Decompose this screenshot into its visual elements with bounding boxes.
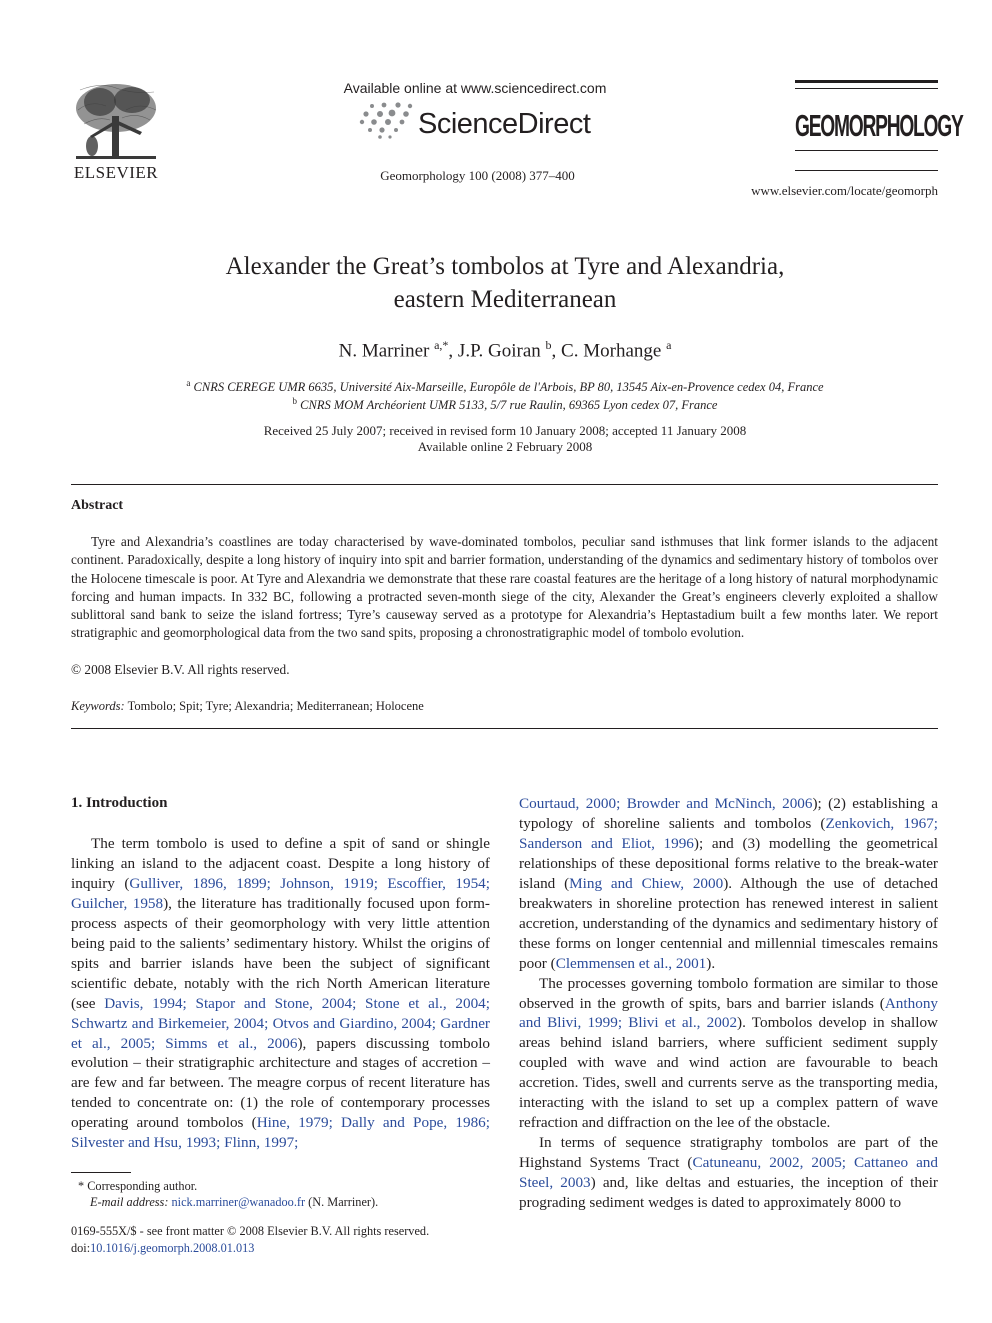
journal-title-rule	[795, 170, 938, 171]
affiliation-text: CNRS MOM Archéorient UMR 5133, 5/7 rue Raulin, 69365 Lyon cedex 07, France	[300, 398, 718, 413]
corresponding-author-note	[78, 1179, 197, 1194]
received-dates: Received 25 July 2007; received in revised form 10 January 2008; accepted 11 January 2008	[263, 423, 747, 438]
citation-link[interactable]: Davis, 1994; Stapor and Stone, 2004; Stone et al., 2004; Schwartz and Birkemeier, 2004; Otvos and Giardino, 2004; Gardner et al., 2005; Simms et al., 2006	[71, 994, 490, 1052]
body-text: ) and, like deltas and estuaries, the inception of their prograding sediment wedges is dated to approximately 8000 to	[519, 1174, 938, 1212]
publisher-name: ELSEVIER	[73, 163, 159, 182]
doi-line	[71, 1241, 254, 1256]
author-name[interactable]: C. Morhange	[561, 340, 662, 362]
affiliation-marker: b	[292, 396, 298, 406]
corresponding-author-label: Corresponding author.	[87, 1179, 198, 1193]
abstract-bottom-rule	[71, 728, 938, 729]
body-column-left	[71, 834, 490, 1153]
body-text: In terms of sequence stratigraphy tombolos are part of the Highstand Systems Tract (	[519, 1134, 938, 1172]
body-paragraph	[71, 834, 490, 1153]
email-link[interactable]: nick.marriner@wanadoo.fr	[171, 1195, 306, 1209]
email-label: E-mail address:	[90, 1195, 169, 1209]
doi-label: doi:	[71, 1241, 91, 1255]
body-paragraph	[519, 794, 938, 974]
article-title	[100, 250, 910, 316]
email-suffix: (N. Marriner).	[305, 1195, 379, 1209]
citation-link[interactable]: Courtaud, 2000; Browder and McNinch, 2006	[519, 795, 813, 812]
available-online-date: Available online 2 February 2008	[417, 439, 593, 454]
affiliation-text: CNRS CEREGE UMR 6635, Université Aix-Marseille, Europôle de l'Arbois, BP 80, 13545 Aix-en-Provence cedex 04, France	[193, 380, 824, 395]
keywords-label: Keywords:	[71, 699, 125, 713]
body-text: ), the literature has traditionally focused upon form-process aspects of their geomorphology with very little attention being paid to the salients’ sedimentary history. Whilst the origins of spits and barrier islands have been the subject of significant scientific debate, notably with the rich North American literature (see	[71, 894, 490, 1012]
body-text: ); and (3) modelling the geometrical relationships of these depositional forms relative to the break-water island (	[519, 834, 938, 892]
available-online-text[interactable]: Available online at www.sciencedirect.com	[343, 80, 607, 96]
citation-link[interactable]: Zenkovich, 1967; Sanderson and Eliot, 1996	[519, 814, 939, 852]
author-name[interactable]: N. Marriner	[338, 340, 430, 362]
body-text: ). Although the use of detached breakwaters in shoreline protection has renewed interest in salient accretion, understanding of the dynamics and sedimentary history of these forms on longer centennial and millennial timescales remains poor (	[519, 874, 938, 972]
issn-line: 0169-555X/$ - see front matter © 2008 Elsevier B.V. All rights reserved.	[71, 1224, 430, 1238]
abstract-top-rule	[71, 484, 938, 485]
journal-title: GEOMORPHOLOGY	[795, 108, 963, 143]
doi-link[interactable]: 10.1016/j.geomorph.2008.01.013	[90, 1241, 255, 1255]
citation-link[interactable]: Clemmensen et al., 2001	[555, 954, 707, 972]
author-affiliation-marker[interactable]: a	[666, 338, 672, 352]
body-column-right	[519, 794, 938, 1213]
citation-link[interactable]: Hine, 1979; Dally and Pope, 1986; Silvester and Hsu, 1993; Flinn, 1997;	[71, 1114, 491, 1152]
citation-link[interactable]: Gulliver, 1896, 1899; Johnson, 1919; Escoffier, 1954; Guilcher, 1958	[71, 874, 490, 912]
article-title-line: eastern Mediterranean	[393, 286, 617, 313]
author-name[interactable]: J.P. Goiran	[457, 340, 541, 362]
affiliation	[100, 378, 910, 395]
section-heading: 1. Introduction	[71, 795, 168, 811]
abstract-text: Tyre and Alexandria’s coastlines are today characterised by wave-dominated tombolos, peculiar sand isthmuses that link former islands to the adjacent continent. Paradoxically, despite a long history of inquiry into spit and barrier formation, understanding of the dynamics and sedimentary history of tombolos over the Holocene timescale is poor. At Tyre and Alexandria we demonstrate that these rare coastal features are the heritage of a long history of natural morphodynamic forcing and human impacts. In 332 BC, following a protracted seven-month siege of the city, Alexander the Great’s engineers cleverly exploited a shallow sublittoral sand bank to seize the island fortress; Tyre’s causeway served as a prototype for Alexandria’s Heptastadium built a few months later. We report stratigraphic and geomorphological data from the two sand spits, proposing a chronostratigraphic model of tombolo evolution.	[71, 534, 938, 641]
keywords	[71, 699, 424, 714]
body-text: ), papers discussing tombolo evolution – their stratigraphic architecture and stages of accretion – are few and far between. The meagre corpus of recent literature has tended to concentrate on: (1) the role of contemporary processes operating around tombolos (	[71, 1034, 491, 1132]
journal-citation: Geomorphology 100 (2008) 377–400	[380, 168, 575, 183]
body-text: The term tombolo is used to define a spit of sand or shingle linking an island to the adjacent coast. Despite a long history of inquiry (	[71, 835, 490, 892]
journal-url-link[interactable]: www.elsevier.com/locate/geomorph	[751, 183, 938, 198]
body-text: ). Tombolos develop in shallow areas behind island barriers, where sufficient sediment supply coupled with wave and wind action are favourable to beach accretion. Tides, swell and currents serve as the transporting media, interacting with the island to set up a complex pattern of wave refraction and diffraction on the lee of the obstacle.	[519, 1014, 939, 1132]
body-text: The processes governing tombolo formation are similar to those observed in the growth of spits, bars and barrier islands (	[519, 974, 938, 1012]
journal-title-rule	[795, 88, 938, 89]
article-title-line: Alexander the Great’s tombolos at Tyre and Alexandria,	[225, 253, 785, 280]
author-affiliation-marker[interactable]: b	[545, 338, 552, 352]
journal-title-rule	[795, 80, 938, 83]
body-paragraph	[519, 974, 938, 1134]
affiliation-marker: a	[186, 378, 191, 388]
email-note	[90, 1195, 378, 1210]
footnote-rule	[71, 1172, 131, 1173]
keywords-list: Tombolo; Spit; Tyre; Alexandria; Mediterranean; Holocene	[127, 699, 424, 713]
citation-link[interactable]: Catuneanu, 2002, 2005; Cattaneo and Steel, 2003	[519, 1154, 938, 1192]
journal-title-rule	[795, 150, 938, 151]
citation-link[interactable]: Ming and Chiew, 2000	[569, 874, 724, 892]
footnote-marker: *	[78, 1179, 85, 1193]
body-text: ); (2) establishing a typology of shoreline salients and tombolos (	[519, 795, 938, 832]
body-text: ).	[706, 954, 716, 972]
body-paragraph	[519, 1133, 938, 1213]
author-affiliation-marker[interactable]: a,*	[434, 338, 449, 352]
author-list: N. Marriner $^{a,*}$, J.P. Goiran $^b$, C. Morhange $^a$	[338, 338, 672, 362]
sciencedirect-wordmark[interactable]: ScienceDirect	[418, 108, 591, 140]
copyright-notice: © 2008 Elsevier B.V. All rights reserved.	[71, 662, 290, 677]
affiliation	[100, 396, 910, 413]
abstract-heading: Abstract	[71, 498, 124, 513]
citation-link[interactable]: Anthony and Blivi, 1999; Blivi et al., 2002	[519, 994, 938, 1032]
